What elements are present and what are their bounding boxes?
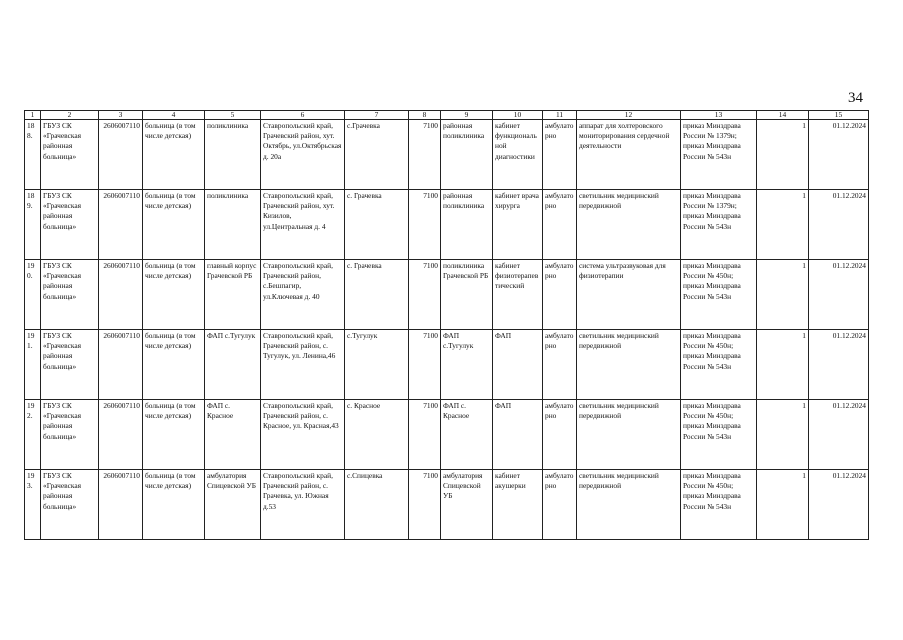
organization-cell: ГБУЗ СК «Грачевская районная больница» [41, 330, 99, 400]
code-cell: 2606007110 [99, 260, 143, 330]
order-cell: приказ Минздрава России № 450н; приказ Минздрава России № 543н [681, 330, 757, 400]
equipment-cell: светильник медицинский передвижной [577, 330, 681, 400]
settlement-cell: с. Грачевка [345, 190, 409, 260]
division-cell: амбулатория Спицевской УБ [441, 470, 493, 540]
column-header: 3 [99, 111, 143, 120]
date-cell: 01.12.2024 [809, 470, 869, 540]
quantity-cell [757, 330, 809, 400]
pad-cell: 7100 [409, 260, 441, 330]
room-cell: кабинет физиотерапевтический [493, 260, 543, 330]
date-cell: 01.12.2024 [809, 330, 869, 400]
organization-cell: ГБУЗ СК «Грачевская районная больница» [41, 120, 99, 190]
date-cell: 01.12.2024 [809, 400, 869, 470]
column-header: 1 [25, 111, 41, 120]
mode-cell: амбулаторно [543, 400, 577, 470]
quantity-cell [757, 120, 809, 190]
mode-cell: амбулаторно [543, 190, 577, 260]
quantity-cell [757, 260, 809, 330]
column-header: 6 [261, 111, 345, 120]
room-cell: кабинет врача хирурга [493, 190, 543, 260]
quantity-value: 1 [802, 401, 806, 410]
quantity-cell [757, 470, 809, 540]
order-cell: приказ Минздрава России № 450н; приказ Минздрава России № 543н [681, 400, 757, 470]
column-header: 14 [757, 111, 809, 120]
settlement-cell: с.Тугулук [345, 330, 409, 400]
division-cell: поликлиника Грачевской РБ [441, 260, 493, 330]
code-cell: 2606007110 [99, 330, 143, 400]
settlement-cell: с. Грачевка [345, 260, 409, 330]
row-number: 190. [25, 260, 41, 330]
column-header: 9 [441, 111, 493, 120]
division-cell: районная поликлиника [441, 120, 493, 190]
unit-cell: ФАП с. Красное [205, 400, 261, 470]
quantity-cell [757, 190, 809, 260]
equipment-cell: система ультразвуковая для физиотерапии [577, 260, 681, 330]
table-row [25, 330, 869, 400]
column-header: 10 [493, 111, 543, 120]
column-header: 12 [577, 111, 681, 120]
date-cell: 01.12.2024 [809, 120, 869, 190]
room-cell: ФАП [493, 400, 543, 470]
pad-cell: 7100 [409, 330, 441, 400]
table-row [25, 260, 869, 330]
address-cell: Ставропольский край, Грачевский район, с. Красное, ул. Красная,43 [261, 400, 345, 470]
pad-cell: 7100 [409, 120, 441, 190]
page-number: 34 [848, 90, 863, 106]
row-number: 188. [25, 120, 41, 190]
column-header: 15 [809, 111, 869, 120]
order-cell: приказ Минздрава России № 1379н; приказ Минздрава России № 543н [681, 190, 757, 260]
table-row [25, 120, 869, 190]
quantity-value: 1 [802, 471, 806, 480]
date-cell: 01.12.2024 [809, 260, 869, 330]
address-cell: Ставропольский край, Грачевский район, хут. Кизилов, ул.Центральная д. 4 [261, 190, 345, 260]
organization-cell: ГБУЗ СК «Грачевская районная больница» [41, 470, 99, 540]
equipment-cell: светильник медицинский передвижной [577, 400, 681, 470]
division-cell: районная поликлиника [441, 190, 493, 260]
address-cell: Ставропольский край, Грачевский район, с. Тугулук, ул. Ленина,46 [261, 330, 345, 400]
unit-cell: ФАП с.Тугулук [205, 330, 261, 400]
address-cell: Ставропольский край, Грачевский район, с.Бешпагир, ул.Ключевая д. 40 [261, 260, 345, 330]
column-header: 4 [143, 111, 205, 120]
unit-cell: поликлиника [205, 120, 261, 190]
address-cell: Ставропольский край, Грачевский район, с. Грачевка, ул. Южная д.53 [261, 470, 345, 540]
address-cell: Ставропольский край, Грачевский район, хут. Октябрь, ул.Октябрьская д. 20а [261, 120, 345, 190]
equipment-cell: светильник медицинский передвижной [577, 190, 681, 260]
type-cell: больница (в том числе детская) [143, 260, 205, 330]
unit-cell: главный корпус Грачевской РБ [205, 260, 261, 330]
column-header: 7 [345, 111, 409, 120]
row-number: 189. [25, 190, 41, 260]
column-header: 11 [543, 111, 577, 120]
organization-cell: ГБУЗ СК «Грачевская районная больница» [41, 400, 99, 470]
header-row [25, 111, 869, 120]
settlement-cell: с.Спицевка [345, 470, 409, 540]
organization-cell: ГБУЗ СК «Грачевская районная больница» [41, 260, 99, 330]
quantity-value: 1 [802, 121, 806, 130]
settlement-cell: с. Красное [345, 400, 409, 470]
room-cell: ФАП [493, 330, 543, 400]
pad-cell: 7100 [409, 470, 441, 540]
order-cell: приказ Минздрава России № 450н; приказ Минздрава России № 543н [681, 260, 757, 330]
organization-cell: ГБУЗ СК «Грачевская районная больница» [41, 190, 99, 260]
column-header: 5 [205, 111, 261, 120]
date-cell: 01.12.2024 [809, 190, 869, 260]
order-cell: приказ Минздрава России № 1379н; приказ Минздрава России № 543н [681, 120, 757, 190]
code-cell: 2606007110 [99, 400, 143, 470]
unit-cell: амбулатория Спицевской УБ [205, 470, 261, 540]
type-cell: больница (в том числе детская) [143, 470, 205, 540]
equipment-table [24, 110, 869, 540]
mode-cell: амбулаторно [543, 330, 577, 400]
type-cell: больница (в том числе детская) [143, 400, 205, 470]
quantity-value: 1 [802, 261, 806, 270]
table-row [25, 190, 869, 260]
division-cell: ФАП с.Тугулук [441, 330, 493, 400]
room-cell: кабинет функциональной диагностики [493, 120, 543, 190]
table-row [25, 400, 869, 470]
code-cell: 2606007110 [99, 470, 143, 540]
equipment-cell: аппарат для холтеровского мониторирования сердечной деятельности [577, 120, 681, 190]
row-number: 192. [25, 400, 41, 470]
order-cell: приказ Минздрава России № 450н; приказ Минздрава России № 543н [681, 470, 757, 540]
pad-cell: 7100 [409, 190, 441, 260]
settlement-cell: с.Грачевка [345, 120, 409, 190]
mode-cell: амбулаторно [543, 470, 577, 540]
type-cell: больница (в том числе детская) [143, 120, 205, 190]
column-header: 2 [41, 111, 99, 120]
room-cell: кабинет акушерки [493, 470, 543, 540]
row-number: 191. [25, 330, 41, 400]
pad-cell: 7100 [409, 400, 441, 470]
mode-cell: амбулаторно [543, 260, 577, 330]
table-row [25, 470, 869, 540]
column-header: 8 [409, 111, 441, 120]
mode-cell: амбулаторно [543, 120, 577, 190]
division-cell: ФАП с. Красное [441, 400, 493, 470]
type-cell: больница (в том числе детская) [143, 330, 205, 400]
row-number: 193. [25, 470, 41, 540]
quantity-value: 1 [802, 191, 806, 200]
type-cell: больница (в том числе детская) [143, 190, 205, 260]
unit-cell: поликлиника [205, 190, 261, 260]
code-cell: 2606007110 [99, 190, 143, 260]
equipment-cell: светильник медицинский передвижной [577, 470, 681, 540]
quantity-value: 1 [802, 331, 806, 340]
column-header: 13 [681, 111, 757, 120]
quantity-cell [757, 400, 809, 470]
code-cell: 2606007110 [99, 120, 143, 190]
